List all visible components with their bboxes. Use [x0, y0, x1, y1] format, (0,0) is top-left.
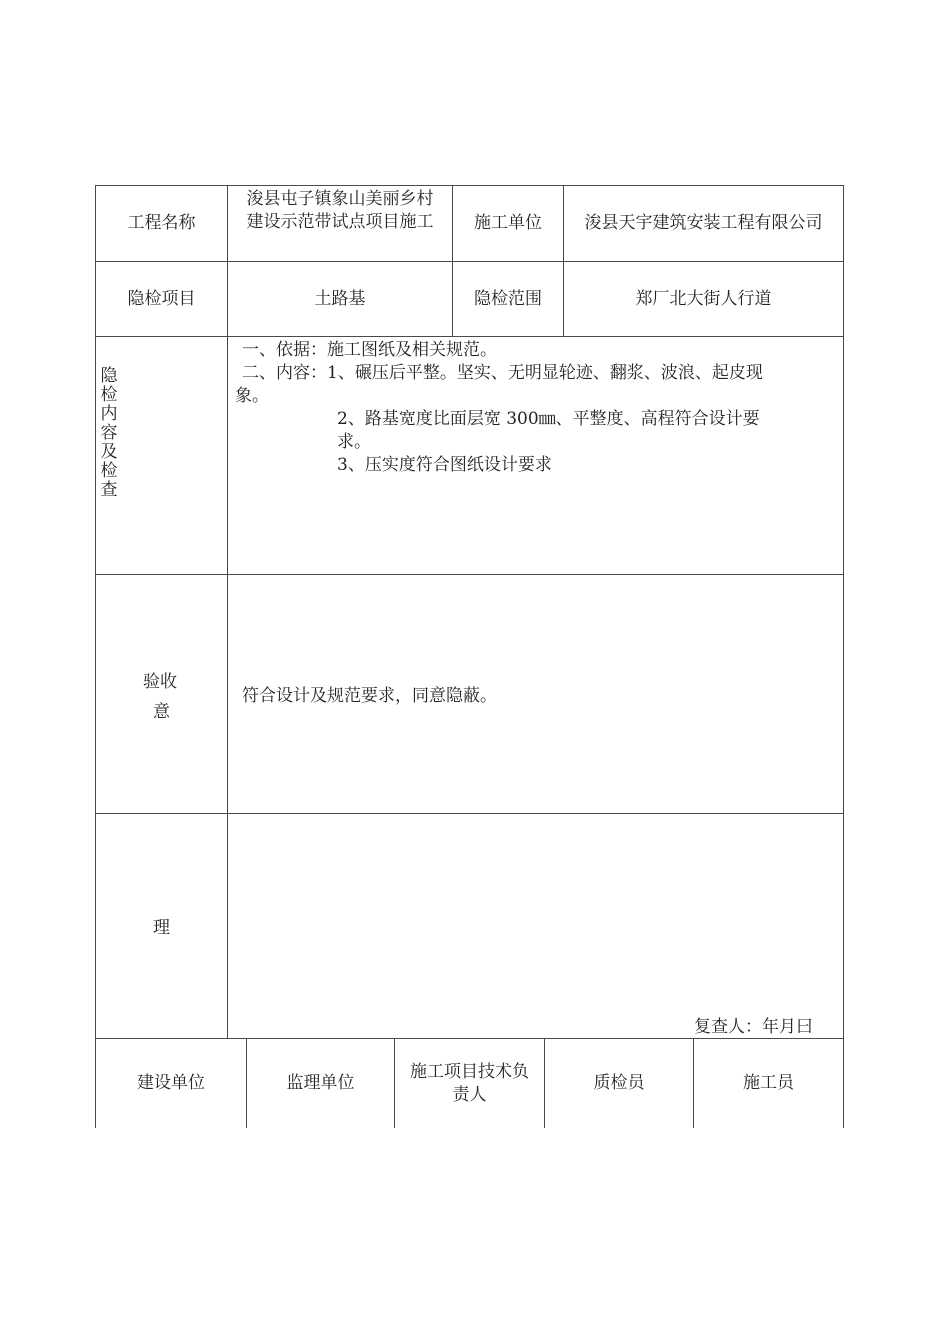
technical-lead-line-1: 施工项目技术负	[410, 1061, 529, 1082]
signature-supervision-unit: 监理单位	[286, 1073, 355, 1093]
project-name-line-1: 浚县屯子镇象山美丽乡村	[246, 189, 434, 209]
project-name-value	[228, 186, 452, 236]
table-right-border	[843, 185, 844, 1128]
acceptance-label-line-2: 意	[153, 702, 170, 722]
acceptance-opinion: 符合设计及规范要求，同意隐蔽。	[242, 686, 497, 706]
row-divider-3	[95, 574, 844, 575]
acceptance-label-line-1: 验收	[143, 672, 177, 692]
content-line-basis: 一、依据：施工图纸及相关规范。	[242, 340, 497, 360]
signature-technical-lead	[395, 1039, 544, 1128]
inspection-item-value: 土路基	[314, 288, 366, 309]
content-line-items: 二、内容：1、碾压后平整。坚实、无明显轮迹、翻浆、波浪、起皮现	[242, 363, 763, 383]
content-line-width: 2、路基宽度比面层宽 300㎜、平整度、高程符合设计要	[337, 409, 760, 429]
project-name-line-2: 建设示范带试点项目施工	[246, 212, 434, 232]
inspection-scope-label: 隐检范围	[474, 288, 542, 309]
signature-quality-inspector: 质检员	[593, 1073, 645, 1093]
content-section-label: 隐检内容及检查	[100, 366, 118, 500]
technical-lead-line-2: 责人	[452, 1084, 487, 1105]
content-line-compaction: 3、压实度符合图纸设计要求	[337, 455, 552, 475]
contractor-value: 浚县天宇建筑安装工程有限公司	[584, 213, 823, 233]
inspection-scope-value: 郑厂北大街人行道	[635, 288, 772, 309]
content-line-items-wrap: 象。	[235, 386, 269, 406]
signature-construction-unit: 建设单位	[137, 1073, 205, 1093]
contractor-label: 施工单位	[474, 213, 542, 233]
row-divider-2	[95, 336, 844, 337]
content-line-width-wrap: 求。	[337, 432, 371, 452]
reviewer-signature: 复查人：年月曰	[694, 1017, 813, 1037]
row-divider-4	[95, 813, 844, 814]
supervision-label: 理	[153, 918, 170, 938]
signature-constructor: 施工员	[743, 1073, 794, 1093]
project-name-label: 工程名称	[127, 213, 196, 233]
inspection-item-label: 隐检项目	[127, 288, 196, 309]
